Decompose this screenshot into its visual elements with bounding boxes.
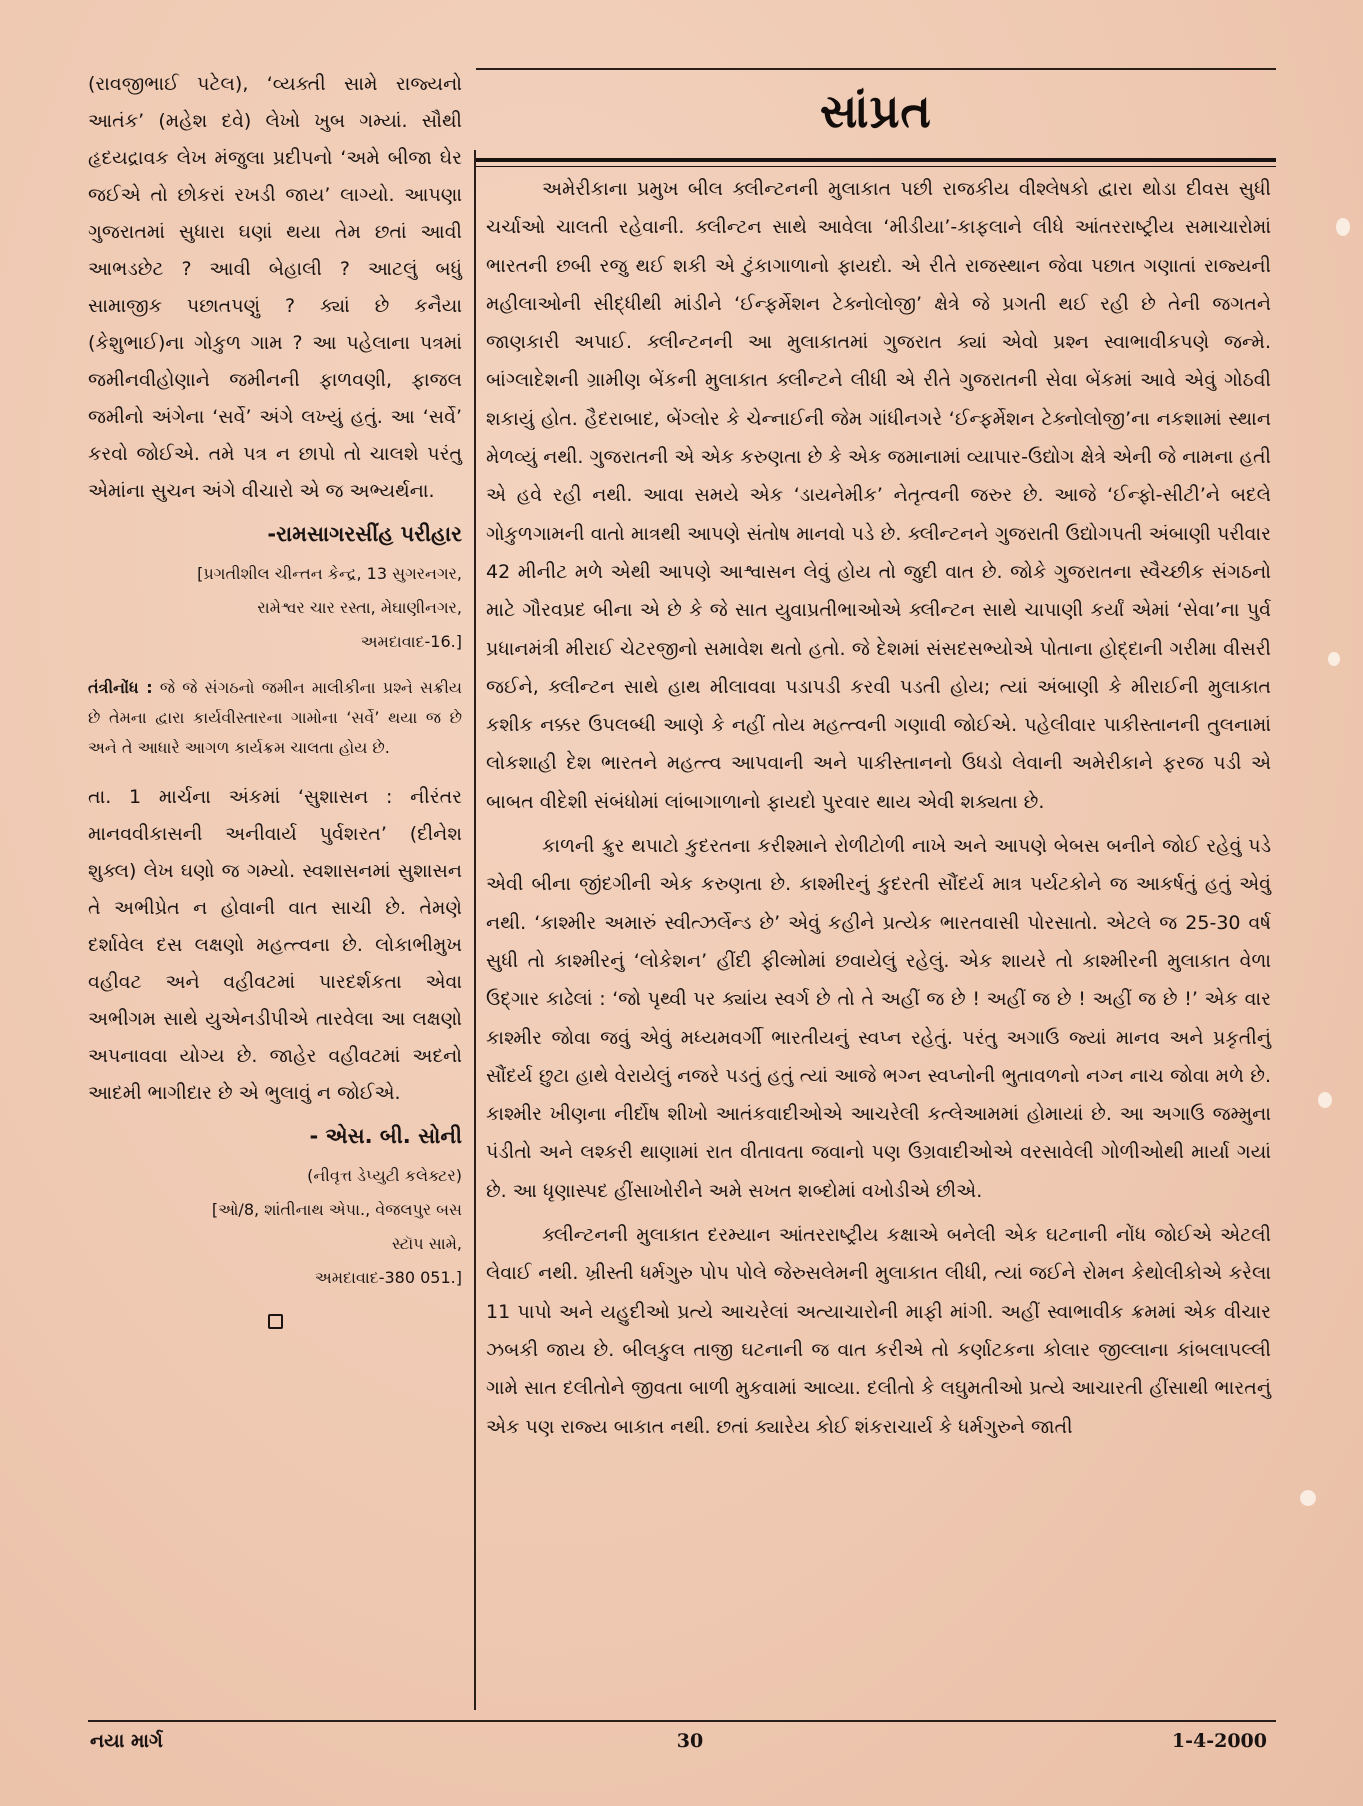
footer-page-number: 30 [676,1730,704,1752]
letter-1-address-line-1: [પ્રગતીશીલ ચીન્તન કેન્દ્ર, 13 સુગરનગર, [197,564,462,583]
section-title: સાંપ્રત [820,84,932,138]
column-divider [474,150,476,1710]
letter-2-address-line-2: સ્ટૉપ સામે, [391,1234,462,1253]
letter-1-address-line-2: રામેશ્વર ચાર રસ્તા, મેઘાણીનગર, [257,598,462,617]
paper-wear-mark [1328,652,1340,666]
letter-2-signature: - એસ. બી. સોની [309,1124,462,1148]
letter-1-address [88,557,462,659]
editor-note-text: જે જે સંગઠનો જમીન માલીકીના પ્રશ્ને સક્રીય છે તેમના દ્વારા કાર્યવીસ્તારના ગામોના ‘સર્વે’ થયા જ છે અને તે આધારે આગળ કાર્યક્રમ ચાલતા હોય છે. [88,678,462,757]
paper-wear-mark [1318,1092,1332,1108]
letter-2-address-line-1: [ઓ/8, શાંતીનાથ એપા., વેજલપુર બસ [211,1200,462,1219]
letter-2-body: તા. 1 માર્ચના અંકમાં ‘સુશાસન : નીરંતર માનવવીકાસની અનીવાર્ય પુર્વશરત’ (દીનેશ શુક્લ) લેખ ઘણો જ ગમ્યો. સ્વશાસનમાં સુશાસન તે અભીપ્રેત ન હોવાની વાત સાચી છે. તેમણે દર્શાવેલ દસ લક્ષણો મહત્ત્વના છે. લોકાભીમુખ વહીવટ અને વહીવટમાં પારદર્શકતા એવા અભીગમ સાથે યુએનડીપીએ તારવેલા આ લક્ષણો અપનાવવા યોગ્ય છે. જાહેર વહીવટમાં અદનો આદમી ભાગીદાર છે એ ભુલાવું ન જોઈએ. [88,786,462,1104]
header-top-rule [476,68,1276,70]
letter-2-address-line-3: અમદાવાદ-380 051.] [314,1268,462,1287]
editorial-column [486,170,1271,1446]
editorial-paragraph-1: અમેરીકાના પ્રમુખ બીલ ક્લીન્ટનની મુલાકાત પછી રાજકીય વીશ્લેષકો દ્વારા થોડા દીવસ સુધી ચર્ચાઓ ચાલતી રહેવાની. ક્લીન્ટન સાથે આવેલા ‘મીડીયા’-કાફલાને લીધે આંતરરાષ્ટ્રીય સમાચારોમાં ભારતની છબી રજુ થઈ શકી એ ટુંકાગાળાનો ફાયદો. એ રીતે રાજસ્થાન જેવા પછાત ગણાતાં રાજ્યની મહીલાઓની સીદ્ધીથી માંડીને ‘ઈન્ફર્મેશન ટેક્નોલોજી’ ક્ષેત્રે જે પ્રગતી થઈ રહી છે તેની જગતને જાણકારી અપાઈ. ક્લીન્ટનની આ મુલાકાતમાં ગુજરાત ક્યાં એવો પ્રશ્ન સ્વાભાવીકપણે જન્મે. બાંગ્લાદેશની ગ્રામીણ બેંકની મુલાકાત ક્લીન્ટને લીધી એ રીતે ગુજરાતની સેવા બેંકમાં આવે એવું ગોઠવી શકાયું હોત. હૈદરાબાદ, બેંગ્લોર કે ચેન્નાઈની જેમ ગાંધીનગરે ‘ઈન્ફર્મેશન ટેક્નોલોજી’ના નકશામાં સ્થાન મેળવ્યું નથી. ગુજરાતની એ એક કરુણતા છે કે એક જમાનામાં વ્યાપાર-ઉદ્યોગ ક્ષેત્રે એની જે નામના હતી એ હવે રહી નથી. આવા સમયે એક ‘ડાયનેમીક’ નેતૃત્વની જરુર છે. આજે ‘ઈન્ફો-સીટી’ને બદલે ગોકુળગામની વાતો માત્રથી આપણે સંતોષ માનવો પડે છે. ક્લીન્ટનને ગુજરાતી ઉદ્યોગપતી અંબાણી પરીવાર 42 મીનીટ મળે એથી આપણે આશ્વાસન લેવું હોય તો જુદી વાત છે. જોકે ગુજરાતના સ્વૈચ્છીક સંગઠનો માટે ગૌરવપ્રદ બીના એ છે કે જે સાત યુવાપ્રતીભાઓએ ક્લીન્ટન સાથે ચાપાણી કર્યાં એમાં ‘સેવા’ના પુર્વ પ્રધાનમંત્રી મીરાઈ ચેટરજીનો સમાવેશ થતો હતો. જે દેશમાં સંસદસભ્યોએ પોતાના હોદ્દાની ગરીમા વીસરી જઈને, ક્લીન્ટન સાથે હાથ મીલાવવા પડાપડી કરવી પડતી હોય; ત્યાં અંબાણી કે મીરાઈની મુલાકાત કશીક નક્કર ઉપલબ્ધી આણે કે નહીં તોય મહત્ત્વની ગણાવી જોઈએ. પહેલીવાર પાકીસ્તાનની તુલનામાં લોકશાહી દેશ ભારતને મહત્ત્વ આપવાની અને પાકીસ્તાનનો ઉધડો લેવાની અમેરીકાને ફરજ પડી એ બાબત વીદેશી સંબંધોમાં લાંબાગાળાનો ફાયદો પુરવાર થાય એવી શક્યતા છે. [486,178,1271,813]
letters-column [88,66,462,1342]
letter-1-address-line-3: અમદાવાદ-16.] [360,632,462,651]
letter-1-body: (રાવજીભાઈ પટેલ), ‘વ્યક્તી સામે રાજ્યનો આતંક’ (મહેશ દવે) લેખો ખુબ ગમ્યાં. સૌથી હૃદયદ્રાવક લેખ મંજુલા પ્રદીપનો ‘અમે બીજા ઘેર જઈએ તો છોકરાં રખડી જાય’ લાગ્યો. આપણા ગુજરાતમાં સુધારા ઘણાં થયા તેમ છતાં આવી આભડછેટ ? આવી બેહાલી ? આટલું બધું સામાજીક પછાતપણું ? ક્યાં છે કનૈયા (કેશુભાઈ)ના ગોકુળ ગામ ? આ પહેલાના પત્રમાં જમીનવીહોણાને જમીનની ફાળવણી, ફાજલ જમીનો અંગેના ‘સર્વે’ અંગે લખ્યું હતું. આ ‘સર્વે’ કરવો જોઈએ. તમે પત્ર ન છાપો તો ચાલશે પરંતુ એમાંના સુચન અંગે વીચારો એ જ અભ્યર્થના. [88,73,462,502]
editor-note [88,673,462,763]
paper-wear-mark [1336,218,1350,236]
end-of-article-box-icon [88,1305,462,1342]
letter-1-signature: -રામસાગરસીંહ પરીહાર [267,522,462,546]
footer-rule [88,1720,1276,1722]
editorial-paragraph-3: ક્લીન્ટનની મુલાકાત દરમ્યાન આંતરરાષ્ટ્રીય કક્ષાએ બનેલી એક ઘટનાની નોંધ જોઈએ એટલી લેવાઈ નથી. ખ્રીસ્તી ધર્મગુરુ પોપ પોલે જેરુસલેમની મુલાકાત લીધી, ત્યાં જઈને રોમન કેથોલીકોએ કરેલા 11 પાપો અને યહુદીઓ પ્રત્યે આચરેલાં અત્યાચારોની માફી માંગી. અહીં સ્વાભાવીક ક્રમમાં એક વીચાર ઝબકી જાય છે. બીલકુલ તાજી ઘટનાની જ વાત કરીએ તો કર્ણાટકના કોલાર જીલ્લાના કાંબલાપલ્લી ગામે સાત દલીતોને જીવતા બાળી મુકવામાં આવ્યા. દલીતો કે લઘુમતીઓ પ્રત્યે આચારતી હીંસાથી ભારતનું એક પણ રાજ્ય બાકાત નથી. છતાં ક્યારેય કોઈ શંકરાચાર્ય કે ધર્મગુરુને જાતી [486,1224,1271,1438]
letter-2-address [88,1159,462,1295]
header-rule-thin [476,166,1276,167]
header-rule-thick [476,158,1276,162]
editor-note-label: તંત્રીનોંધ : [88,678,153,697]
footer-date: 1-4-2000 [1171,1730,1267,1752]
footer-magazine-name: નયા માર્ગ [90,1730,163,1752]
letter-2-designation: (નીવૃત્ત ડેપ્યુટી કલેક્ટર) [307,1166,462,1185]
editorial-paragraph-2: કાળની ક્રુર થપાટો કુદરતના કરીશ્માને રોળીટોળી નાખે અને આપણે બેબસ બનીને જોઈ રહેવું પડે એવી બીના જીંદગીની એક કરુણતા છે. કાશ્મીરનું કુદરતી સૌંદર્ય માત્ર પર્યટકોને જ આકર્ષતું હતું એવું નથી. ‘કાશ્મીર અમારું સ્વીત્ઝર્લેન્ડ છે’ એવું કહીને પ્રત્યેક ભારતવાસી પોરસાતો. એટલે જ 25-30 વર્ષ સુધી તો કાશ્મીરનું ‘લોકેશન’ હીંદી ફીલ્મોમાં છવાયેલું રહેલું. એક શાયરે તો કાશ્મીરની મુલાકાત વેળા ઉદ્ગાર કાઢેલાં : ‘જો પૃથ્વી પર ક્યાંય સ્વર્ગ છે તો તે અહીં જ છે ! અહીં જ છે ! અહીં જ છે !’ એક વાર કાશ્મીર જોવા જવું એવું મધ્યમવર્ગી ભારતીયનું સ્વપ્ન રહેતું. પરંતુ અગાઉ જ્યાં માનવ અને પ્રકૃતીનું સૌંદર્ય છુટા હાથે વેરાયેલું નજરે પડતું હતું ત્યાં આજે ભગ્ન સ્વપ્નોની ભુતાવળનો નગ્ન નાચ જોવા મળે છે. કાશ્મીર ખીણના નીર્દોષ શીખો આતંકવાદીઓએ આચરેલી કત્લેઆમમાં હોમાયાં છે. આ અગાઉ જમ્મુના પંડીતો અને લશ્કરી થાણામાં રાત વીતાવતા જવાનો પણ ઉગ્રવાદીઓએ વરસાવેલી ગોળીઓથી માર્યા ગયાં છે. આ ધૃણાસ્પદ હીંસાખોરીને અમે સખત શબ્દોમાં વખોડીએ છીએ. [486,835,1271,1202]
paper-wear-mark [1300,1490,1316,1506]
